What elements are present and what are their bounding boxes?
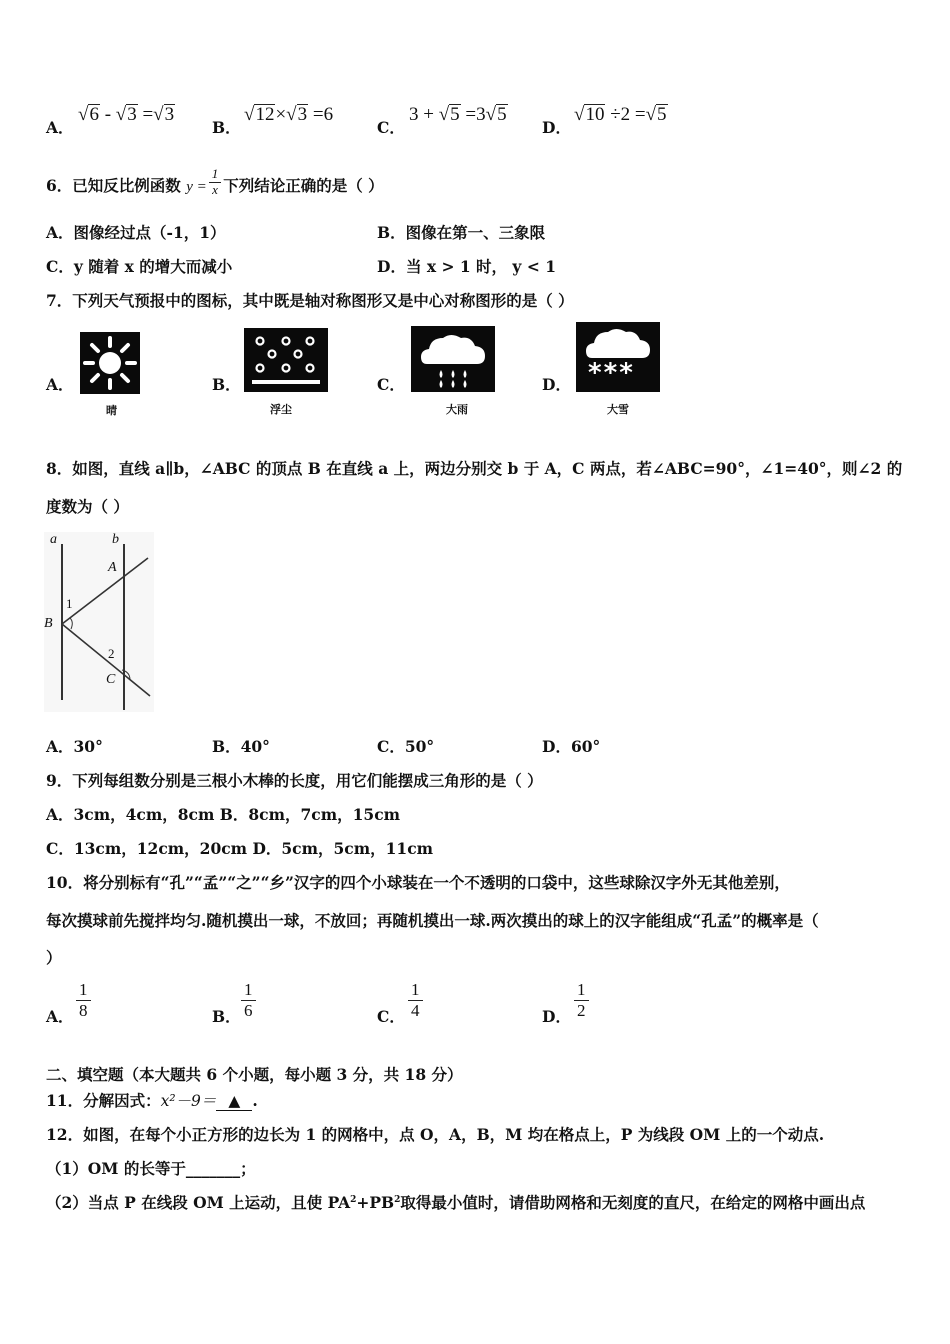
q7-option-d-label: D． [542, 375, 571, 394]
q10-option-a-label: A． [46, 1007, 74, 1026]
q10-question-line3: ） [46, 948, 62, 967]
q10-option-a-fraction: $\frac{1}{8}$ [76, 980, 91, 1020]
q12-part2: （2）当点 P 在线段 OM 上运动，且使 $PA^2+PB^2$取得最小值时，请借助网格和无刻度的直尺，在给定的网格中画出点 [46, 1193, 866, 1212]
q10-option-c-label: C． [377, 1007, 405, 1026]
q7-caption-a: 晴 [106, 404, 117, 417]
q5-option-c-label: C． [377, 118, 405, 137]
heavy-rain-icon [411, 326, 495, 392]
q7-option-b-label: B． [212, 375, 241, 394]
q6-question: 6．已知反比例函数 y = $\frac{1}{x}$ 下列结论正确的是（ ） [46, 165, 384, 197]
q8-option-d: D．60° [542, 737, 601, 756]
q8-option-b: B．40° [212, 737, 270, 756]
label-angle-2: 2 [108, 646, 115, 661]
q7-caption-b: 浮尘 [270, 403, 292, 416]
q6-option-b: B．图像在第一、三象限 [377, 223, 546, 242]
q6-option-d: D．当 x > 1 时， y < 1 [377, 257, 557, 276]
label-point-c: C [106, 672, 116, 687]
q8-option-c: C．50° [377, 737, 435, 756]
label-point-a: A [108, 560, 117, 575]
q10-question-line2: 每次摸球前先搅拌均匀.随机摸出一球，不放回；再随机摸出一球.两次摸出的球上的汉字能组成“孔孟”的概率是（ [46, 911, 819, 930]
q7-option-c-label: C． [377, 375, 405, 394]
q10-option-d-label: D． [542, 1007, 571, 1026]
q5-option-a-label: A． [46, 118, 74, 137]
q9-options-row2: C．13cm，12cm，20cm D．5cm，5cm，11cm [46, 839, 434, 858]
sunny-icon [80, 332, 140, 394]
snowflakes-icon: *** [588, 358, 635, 388]
heavy-snow-icon [576, 322, 660, 392]
q5-option-a-expr: √6 - √3 =√3 [78, 104, 175, 125]
q7-caption-d: 大雪 [607, 403, 629, 416]
q5-option-b-expr: √12×√3 =6 [244, 104, 334, 125]
q6-option-a: A．图像经过点（-1，1） [46, 223, 226, 242]
label-b: b [112, 532, 119, 547]
q6-option-c: C．y 随着 x 的增大而减小 [46, 257, 233, 276]
q10-option-b-fraction: $\frac{1}{6}$ [241, 980, 256, 1020]
q8-option-a: A．30° [46, 737, 103, 756]
parallel-lines-diagram [44, 532, 154, 712]
q5-option-d-label: D． [542, 118, 571, 137]
q10-option-c-fraction: $\frac{1}{4}$ [408, 980, 423, 1020]
label-a: a [50, 532, 57, 547]
q9-question: 9．下列每组数分别是三根小木棒的长度，用它们能摆成三角形的是（ ） [46, 771, 543, 790]
label-angle-1: 1 [66, 596, 73, 611]
q8-question-line2: 度数为（ ） [46, 497, 129, 516]
q5-option-c-expr: 3 + √5 =3√5 [409, 104, 507, 125]
q7-option-a-label: A． [46, 375, 74, 394]
q12-question: 12．如图，在每个小正方形的边长为 1 的网格中，点 O，A，B，M 均在格点上，P 为线段 OM 上的一个动点. [46, 1125, 825, 1144]
q11-question: 11．分解因式：x²－9＝ ▲ . [46, 1091, 258, 1110]
floating-dust-icon [244, 328, 328, 392]
q8-figure [44, 532, 154, 712]
q10-option-d-fraction: $\frac{1}{2}$ [574, 980, 589, 1020]
section-2-header: 二、填空题（本大题共 6 个小题，每小题 3 分，共 18 分） [46, 1065, 463, 1084]
q10-option-b-label: B． [212, 1007, 241, 1026]
label-point-b: B [44, 616, 53, 631]
q7-question: 7．下列天气预报中的图标，其中既是轴对称图形又是中心对称图形的是（ ） [46, 291, 574, 310]
q5-option-d-expr: √10 ÷2 =√5 [574, 104, 667, 125]
q9-options-row1: A．3cm，4cm，8cm B．8cm，7cm，15cm [46, 805, 401, 824]
q12-part1: （1）OM 的长等于_______； [46, 1159, 256, 1178]
q10-question-line1: 10．将分别标有“孔”“孟”“之”“乡”汉字的四个小球装在一个不透明的口袋中，这些球除汉字外无其他差别， [46, 873, 790, 892]
q5-option-b-label: B． [212, 118, 241, 137]
q7-caption-c: 大雨 [446, 403, 468, 416]
q8-question-line1: 8．如图，直线 a∥b，∠ABC 的顶点 B 在直线 a 上，两边分别交 b 于 A，C 两点，若∠ABC=90°，∠1=40°，则∠2 的 [46, 459, 903, 478]
